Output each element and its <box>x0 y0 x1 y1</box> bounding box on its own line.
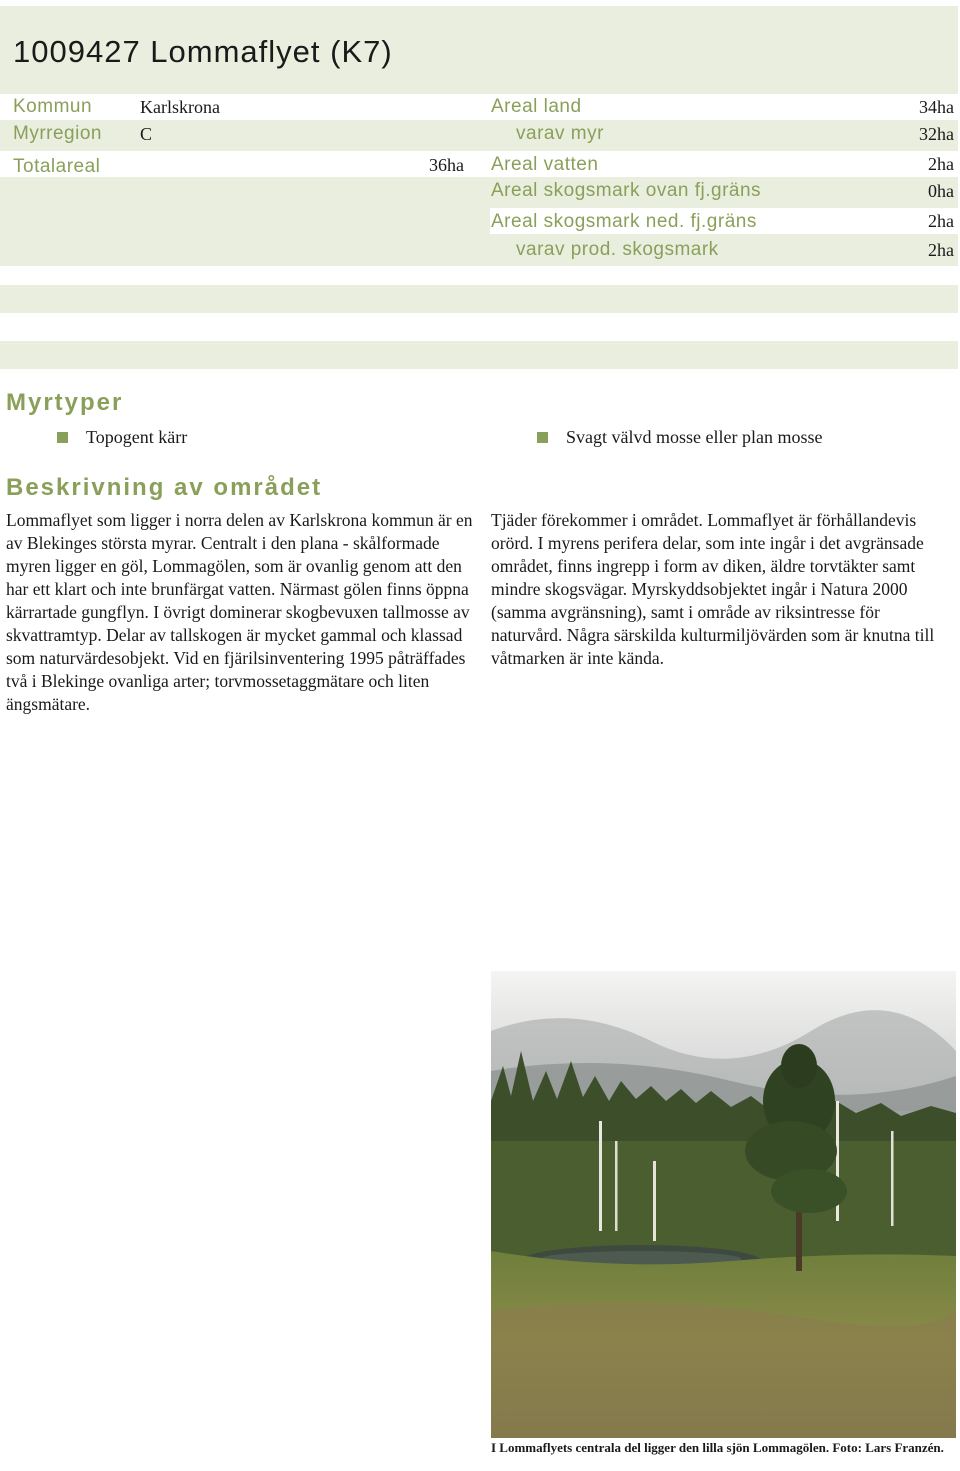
facts-row-divider <box>0 151 958 177</box>
kommun-value: Karlskrona <box>140 97 220 117</box>
areal-vatten-label: Areal vatten <box>491 154 599 175</box>
myrtyper-heading: Myrtyper <box>6 389 124 416</box>
areal-land-value: 34ha <box>919 97 954 117</box>
varav-myr-label: varav myr <box>516 123 604 144</box>
varav-prod-skogsmark-label: varav prod. skogsmark <box>516 239 719 260</box>
areal-vatten-value: 2ha <box>928 154 954 174</box>
totalareal-value: 36ha <box>429 155 464 175</box>
myrregion-label: Myrregion <box>13 123 102 144</box>
description-heading: Beskrivning av området <box>6 474 323 501</box>
myrregion-value: C <box>140 124 153 144</box>
myrtyp-item: Topogent kärr <box>86 427 188 447</box>
empty-band <box>0 341 958 369</box>
totalareal-label: Totalareal <box>13 156 101 177</box>
kommun-label: Kommun <box>13 96 93 117</box>
description-left-column: Lommaflyet som ligger i norra delen av Karlskrona kommun är en av Blekinges största myrar. Centralt i den plana - skålformade myren ligger en göl, Lommagölen, som är ovanlig genom att den har ett klart och inte brunfärgat vatten. Närmast gölen finns öppna kärrartade gungflyn. I övrigt dominerar skogbevuxen tallmosse av skvattramtyp. Delar av tallskogen är mycket gammal och klassad som naturvärdesobjekt. Vid en fjärilsinventering 1995 påträffades två i Blekinge ovanliga arter; torvmossetaggmätare och liten ängsmätare. <box>6 510 473 714</box>
photo-caption: I Lommaflyets centrala del ligger den lilla sjön Lommagölen. Foto: Lars Franzén. <box>491 1440 944 1455</box>
bullet-icon <box>57 432 68 443</box>
areal-skogsmark-ned-label: Areal skogsmark ned. fj.gräns <box>491 211 757 232</box>
description-right-column: Tjäder förekommer i området. Lommaflyet är förhållandevis orörd. I myrens perifera delar, som inte ingår i det avgränsade området, finns ingrepp i form av diken, äldre torvtäkter samt mindre skogsvägar. Myrskyddsobjektet ingår i Natura 2000 (samma avgränsning), samt i område av riksintresse för naturvård. Några särskilda kulturmiljövärden som är knutna till våtmarken är inte kända. <box>491 510 935 668</box>
myrtyp-item: Svagt välvd mosse eller plan mosse <box>566 427 823 447</box>
varav-prod-skogsmark-value: 2ha <box>928 240 954 260</box>
areal-skogsmark-ovan-value: 0ha <box>928 181 954 201</box>
areal-land-label: Areal land <box>491 96 582 117</box>
areal-skogsmark-ovan-label: Areal skogsmark ovan fj.gräns <box>491 180 762 201</box>
varav-myr-value: 32ha <box>919 124 954 144</box>
empty-band <box>0 285 958 313</box>
page-title: 1009427 Lommaflyet (K7) <box>13 34 393 69</box>
landscape-photo <box>491 971 956 1438</box>
bullet-icon <box>537 432 548 443</box>
areal-skogsmark-ned-value: 2ha <box>928 211 954 231</box>
